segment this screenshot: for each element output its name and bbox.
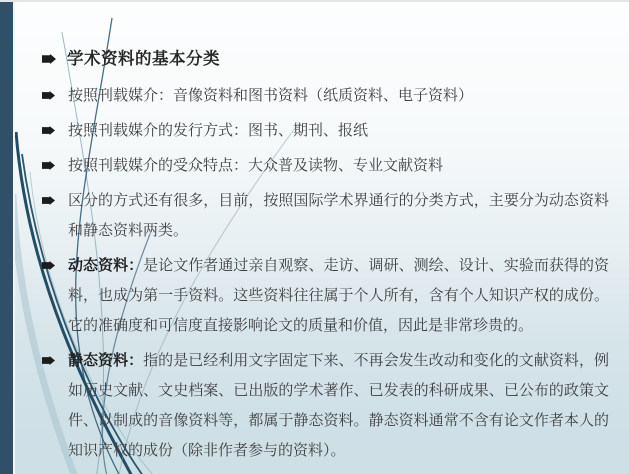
slide-content xyxy=(42,46,609,471)
arrow-bullet-icon xyxy=(42,261,55,270)
arrow-bullet-icon xyxy=(42,161,55,170)
arrow-bullet-icon xyxy=(42,196,55,205)
bullet-item-text: 按照刊载媒介：音像资料和图书资料（纸质资料、电子资料） xyxy=(68,87,474,104)
bullet-item-static-materials xyxy=(42,346,609,466)
bullet-item-text xyxy=(68,346,609,466)
bullet-item-lead: 动态资料： xyxy=(68,257,144,274)
bullet-item-body: 是论文作者通过亲自观察、走访、调研、测绘、设计、实验而获得的资料，也成为第一手资料。这些资料往往属于个人所有，含有个人知识产权的成份。它的准确度和可信度直接影响论文的质量和价值，因此是非常珍贵的。 xyxy=(68,257,609,334)
bullet-item-media-type xyxy=(42,81,609,111)
slide-title: 学术资料的基本分类 xyxy=(67,50,220,68)
arrow-bullet-icon xyxy=(42,54,56,64)
arrow-bullet-icon xyxy=(42,126,55,135)
left-accent-bar xyxy=(0,2,15,474)
bullet-item-body: 指的是已经利用文字固定下来、不再会发生改动和变化的文献资料，例如历史文献、文史档案、已出版的学术著作、已发表的科研成果、已公布的政策文件、以制成的音像资料等，都属于静态资料。静态资料通常不含有论文作者本人的知识产权的成份（除非作者参与的资料）。 xyxy=(68,352,609,459)
arrow-bullet-icon xyxy=(42,356,55,365)
arrow-bullet-icon xyxy=(42,91,55,100)
bullet-item-text: 按照刊载媒介的受众特点：大众普及读物、专业文献资料 xyxy=(68,157,444,174)
title-row xyxy=(42,46,609,72)
bullet-item-text: 按照刊载媒介的发行方式：图书、期刊、报纸 xyxy=(68,122,369,139)
bullet-item-text: 区分的方式还有很多，目前，按照国际学术界通行的分类方式，主要分为动态资料和静态资料两类。 xyxy=(68,192,609,239)
bullet-item-dynamic-materials xyxy=(42,251,609,341)
bullet-item-audience xyxy=(42,151,609,181)
bullet-item-text xyxy=(68,251,609,341)
bullet-item-publish-form xyxy=(42,116,609,146)
bullet-item-classification-overview xyxy=(42,186,609,246)
bullet-item-lead: 静态资料： xyxy=(68,352,144,369)
